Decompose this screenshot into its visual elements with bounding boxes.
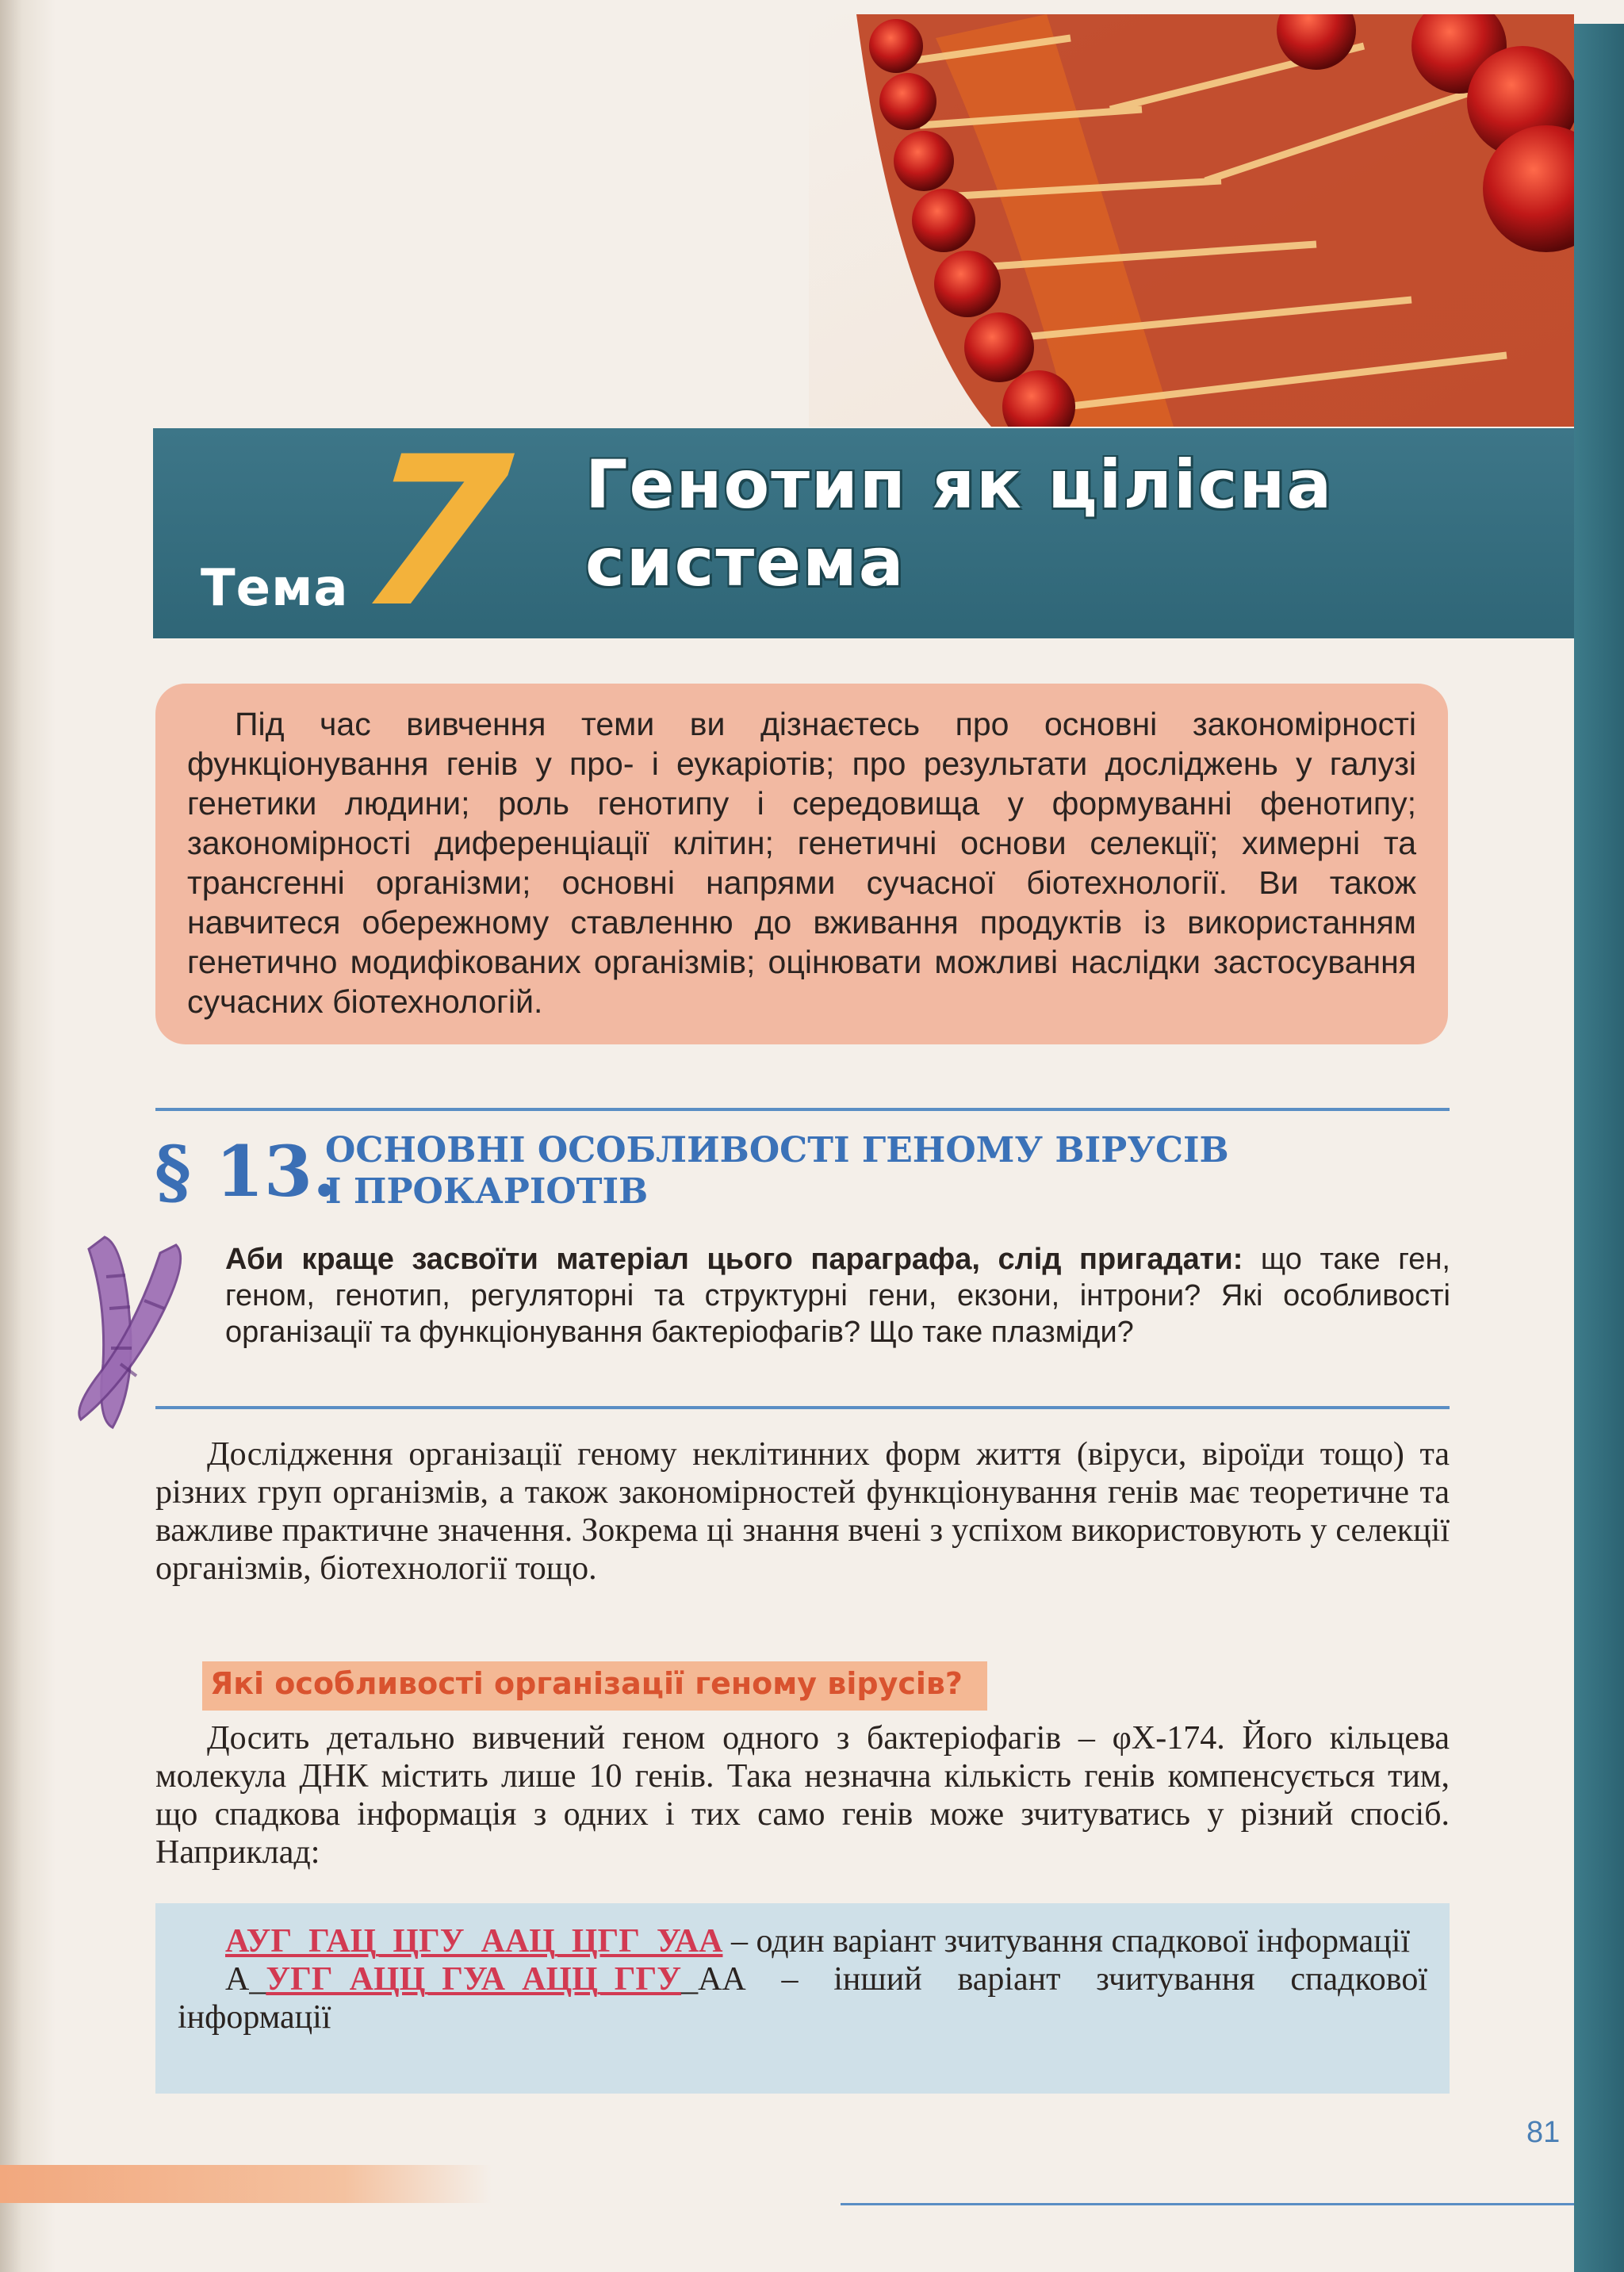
example-text-2: _АА – інший варіант зчитування спадкової інформації bbox=[178, 1961, 1427, 2036]
example-line-1 bbox=[178, 1922, 1427, 1960]
topic-title-line1: Генотип як цілісна bbox=[585, 446, 1334, 523]
dna-helix-illustration bbox=[809, 14, 1574, 427]
recall-lead: Аби краще засвоїти матеріал цього параграфа, слід пригадати: bbox=[225, 1243, 1243, 1276]
recall-prompt bbox=[225, 1241, 1450, 1351]
section-top-rule bbox=[155, 1108, 1450, 1111]
right-margin-bar bbox=[1574, 24, 1624, 2272]
recall-text: що таке ген, геном, генотип, регуляторні та структурні гени, екзони, інтрони? Які особливості організації та функціонування бактеріофагів? Що таке плазміди? bbox=[225, 1243, 1450, 1349]
topic-intro-box bbox=[155, 684, 1448, 1044]
topic-number: 7 bbox=[350, 413, 519, 653]
topic-title-line2: система bbox=[585, 523, 906, 601]
example-line-2 bbox=[178, 1960, 1427, 2036]
page-edge bbox=[0, 0, 56, 2272]
example-codons-2: УГГ_АЦЦ_ГУА_АЦЦ_ГГУ bbox=[266, 1961, 682, 1998]
body-paragraph-1: Дослідження організації геному неклітинних форм життя (віруси, віроїди тощо) та різних груп організмів, а також закономірностей функціонування генів має теоретичне та важливе практичне значення. Зокрема ці знання вчені з успіхом використовують у селекції організмів, біотехнології тощо. bbox=[155, 1436, 1450, 1587]
example-codons-1: АУГ_ГАЦ_ЦГУ_ААЦ_ЦГГ_УАА bbox=[225, 1923, 723, 1960]
topic-title bbox=[585, 446, 1537, 601]
section-title-line2: І ПРОКАРІОТІВ bbox=[325, 1171, 649, 1212]
example-box bbox=[155, 1903, 1450, 2094]
example-text-1: – один варіант зчитування спадкової інформації bbox=[722, 1923, 1411, 1960]
section-bottom-rule bbox=[155, 1406, 1450, 1409]
section-number: § 13. bbox=[155, 1130, 337, 1213]
page-number: 81 bbox=[1526, 2116, 1561, 2149]
footer-rule bbox=[841, 2203, 1574, 2205]
subheading-box bbox=[202, 1661, 987, 1711]
topic-intro-text: Під час вивчення теми ви дізнаєтесь про основні закономірності функціонування генів у про- і еукаріотів; про результати досліджень у галузі генетики людини; роль генотипу і середовища у формуванні фенотипу; закономірності диференціації клітин; генетичні основи селекції; химерні та трансгенні організми; основні напрями сучасної біотехнології. Ви також навчитеся обережному ставленню до вживання продуктів із використанням генетично модифікованих організмів; оцінювати можливі наслідки застосування сучасних біотехнологій. bbox=[187, 706, 1416, 1020]
section-title-line1: ОСНОВНІ ОСОБЛИВОСТІ ГЕНОМУ ВІРУСІВ bbox=[325, 1130, 1229, 1170]
body-paragraph-2: Досить детально вивчений геном одного з бактеріофагів – φX-174. Його кільцева молекула ДНК містить лише 10 генів. Така незначна кількість генів компенсується тим, що спадкова інформація з одних і тих само генів може зчитуватись у різний спосіб. Наприклад: bbox=[155, 1720, 1450, 1871]
chromosome-icon bbox=[57, 1229, 208, 1435]
example-prefix-2: А_ bbox=[225, 1961, 266, 1998]
bottom-decor-stripe bbox=[0, 2165, 492, 2203]
topic-label: Тема bbox=[201, 559, 349, 618]
topic-title-band bbox=[153, 413, 1574, 653]
section-title bbox=[325, 1130, 1515, 1213]
subheading: Які особливості організації геному вірусів? bbox=[210, 1666, 963, 1701]
